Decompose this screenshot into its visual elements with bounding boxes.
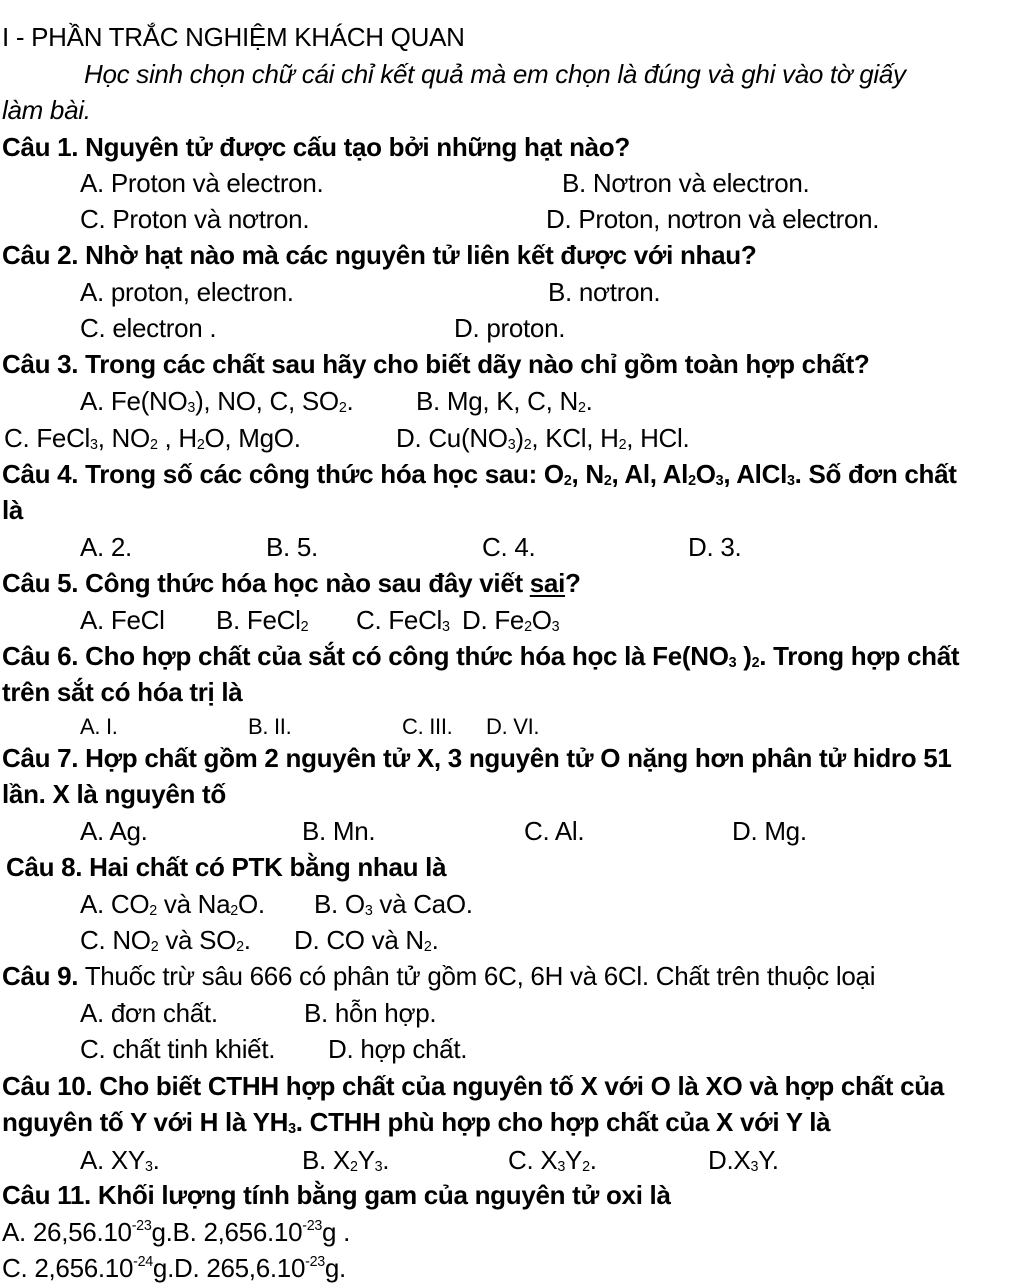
- q4-option-d: D. 3.: [688, 532, 742, 562]
- q8-option-a: A. $CO_2$ và $Na_2O$.: [80, 889, 265, 919]
- q7-option-d: D. Mg.: [732, 816, 807, 846]
- q8-option-c: C. $NO_2$ và $SO_2$.: [80, 925, 251, 955]
- q6-option-a: A. I.: [80, 714, 118, 739]
- q11-options-a-b: A. $26,56.10^{-23}g.B$. $2,656.10^{-23}g$ .: [2, 1217, 351, 1247]
- q10-option-c: C. $X_3Y_2$.: [508, 1145, 597, 1175]
- q7-option-c: C. Al.: [524, 816, 585, 846]
- q1-option-d: D. Proton, nơtron và electron.: [546, 204, 880, 234]
- q2-option-b: B. nơtron.: [548, 277, 661, 307]
- q3-option-b: B. Mg, K, C, $N_2$.: [416, 386, 593, 416]
- q3-option-c: C. FeCl$_3$, $NO_2$ , $H_2O$, MgO.: [4, 423, 301, 453]
- q6-option-c: C. III.: [402, 714, 453, 739]
- q11-options-c-d: C. $2,656.10^{-24}g.D$. $265,6.10^{-23}g$.: [2, 1253, 346, 1283]
- q6-option-d: D. VI.: [486, 714, 540, 739]
- q4-option-c: C. 4.: [482, 532, 536, 562]
- q9-option-c: C. chất tinh khiết.: [80, 1034, 276, 1064]
- q7-option-b: B. Mn.: [302, 816, 376, 846]
- q2-option-a: A. proton, electron.: [80, 277, 294, 307]
- q10-option-a: A. $XY_3$.: [80, 1145, 160, 1175]
- q2-option-d: D. proton.: [454, 313, 566, 343]
- q9-option-d: D. hợp chất.: [328, 1034, 468, 1064]
- q4-option-b: B. 5.: [266, 532, 318, 562]
- q3-option-d: D. $Cu(NO_3)_2$, KCl, $H_2$, HCl.: [396, 423, 690, 453]
- q9-option-b: B. hỗn hợp.: [304, 998, 437, 1028]
- q9-option-a: A. đơn chất.: [80, 998, 218, 1028]
- q1-option-c: C. Proton và nơtron.: [80, 204, 310, 234]
- q10-option-b: B. $X_2Y_3$.: [302, 1145, 390, 1175]
- q2-option-c: C. electron .: [80, 313, 217, 343]
- q1-option-a: A. Proton và electron.: [80, 168, 324, 198]
- q5-option-b: B. FeCl$_2$: [216, 605, 309, 635]
- q4-option-a: A. 2.: [80, 532, 132, 562]
- q5-option-d: D. $Fe_2O_3$: [462, 605, 560, 635]
- q10-option-d: $D.X_3Y$.: [708, 1145, 779, 1175]
- q8-option-d: D. CO và $N_2$.: [294, 925, 439, 955]
- q5-option-a: A. FeCl: [80, 605, 165, 635]
- q7-option-a: A. Ag.: [80, 816, 148, 846]
- q5-option-c: C. FeCl$_3$: [356, 605, 450, 635]
- q3-option-a: A. $Fe(NO_3)$, NO, C, $SO_2$.: [80, 386, 354, 416]
- q8-option-b: B. $O_3$ và CaO.: [314, 889, 473, 919]
- q6-option-b: B. II.: [248, 714, 292, 739]
- q1-option-b: B. Nơtron và electron.: [562, 168, 810, 198]
